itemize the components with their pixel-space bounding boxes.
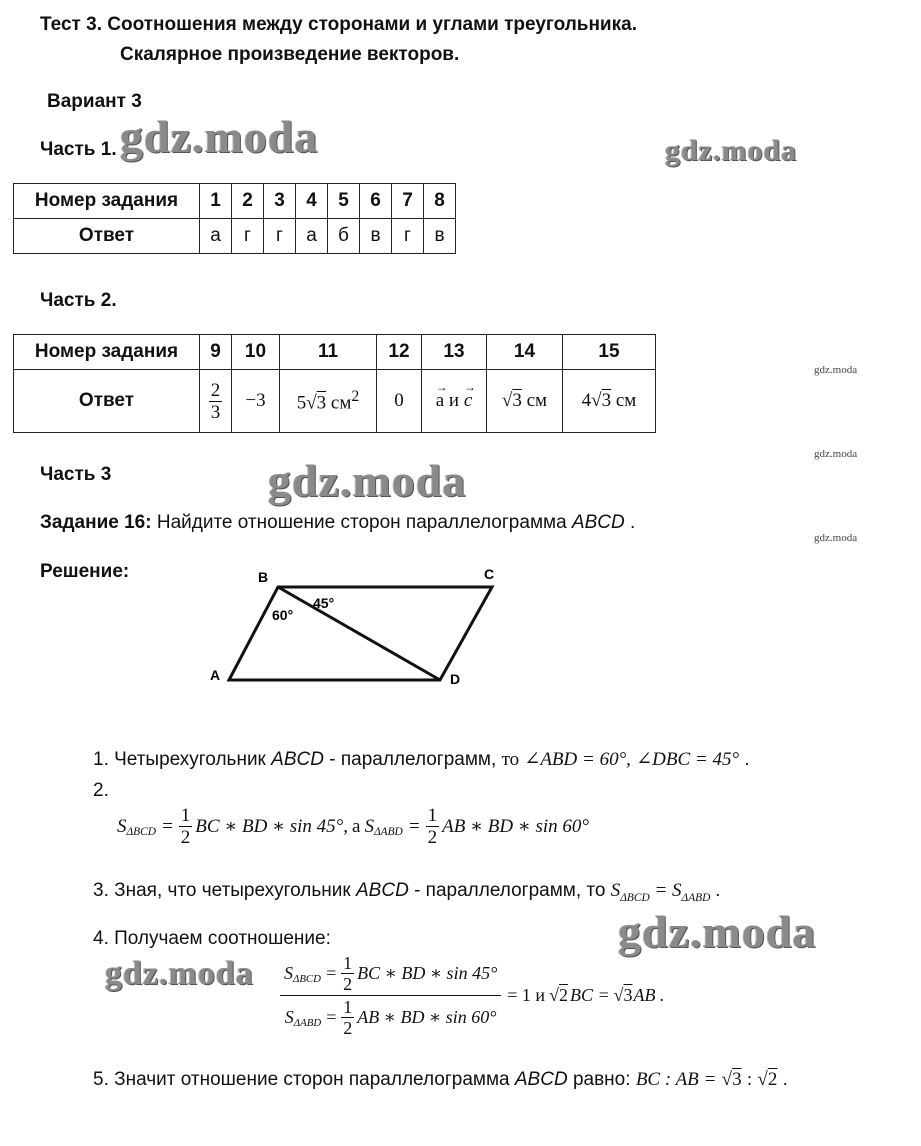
table-row [14, 370, 656, 433]
fraction-half [341, 954, 354, 993]
equals: = [325, 1007, 338, 1027]
area-subscript: ΔBCD [293, 972, 321, 985]
task-object: ABCD [571, 512, 625, 533]
solution-step-2-formula [117, 806, 589, 847]
angle-label-45: 45° [313, 595, 335, 611]
task16-statement [40, 512, 635, 534]
vertex-label-b: B [258, 569, 269, 585]
area-symbol: S [364, 815, 374, 837]
ratio-formula [280, 954, 664, 1037]
step-text-mid: - параллелограмм, [329, 749, 497, 770]
coefficient: 5 [296, 392, 307, 414]
answer-cell: а [200, 219, 232, 254]
expression-bcd: BC ∗ BD ∗ sin 45°, [195, 816, 349, 837]
ratio-colon: : [746, 1069, 753, 1090]
denominator: 2 [343, 974, 353, 994]
task-number: 11 [280, 335, 377, 370]
answer-cell: г [392, 219, 424, 254]
answer-header: Ответ [14, 219, 200, 254]
watermark-logo: gdz.moda [665, 134, 798, 167]
radicand: 2 [558, 985, 568, 1005]
radicand: 3 [732, 1069, 742, 1090]
task-number: 10 [232, 335, 280, 370]
task-text: Найдите отношение сторон параллелограмма [156, 512, 567, 533]
denominator: 2 [427, 827, 438, 848]
numerator: 1 [343, 997, 353, 1017]
area-symbol: S [284, 1007, 294, 1027]
step-end: . [782, 1069, 788, 1090]
angle-dbc-equation: ∠DBC = 45° [636, 749, 740, 770]
equals: = [160, 815, 174, 837]
big-fraction [280, 954, 501, 1037]
unit: см [526, 390, 548, 411]
area-subscript: ΔABD [293, 1016, 322, 1029]
sqrt-sign: √ [306, 392, 317, 414]
task-number: 6 [360, 184, 392, 219]
angle-label-60: 60° [272, 607, 294, 623]
task-end: . [630, 512, 636, 533]
part2-table [13, 334, 656, 433]
part3-label: Часть 3 [40, 464, 112, 485]
area-equality [610, 880, 715, 904]
variant-label: Вариант 3 [47, 91, 142, 112]
answer-cell: г [264, 219, 296, 254]
answer-cell: в [360, 219, 392, 254]
vector-c-letter: c [463, 390, 473, 411]
task-number: 3 [264, 184, 296, 219]
step-text: 5. Значит отношение сторон параллелограмма [93, 1069, 510, 1090]
answer-cell: г [232, 219, 264, 254]
big-denominator [281, 996, 501, 1037]
task-number: 13 [422, 335, 487, 370]
radicand: 2 [767, 1069, 778, 1090]
answer-cell [563, 370, 656, 433]
conjunction: и [448, 390, 460, 411]
answer-cell [280, 370, 377, 433]
task-number: 4 [296, 184, 328, 219]
step-object: ABCD [514, 1069, 568, 1090]
task-number: 1 [200, 184, 232, 219]
numerator: 1 [180, 805, 191, 826]
answer-cell [487, 370, 563, 433]
equals: = [324, 963, 338, 983]
numerator: 2 [210, 379, 221, 401]
solution-step-1 [93, 748, 750, 771]
solution-label: Решение: [40, 561, 130, 582]
table-row [14, 219, 456, 254]
solution-step-4: 4. Получаем соотношение: [93, 928, 331, 949]
radicand: 3 [601, 390, 612, 411]
task-number: 5 [328, 184, 360, 219]
vector-a-letter: a [435, 390, 445, 411]
task-number: 15 [563, 335, 656, 370]
task-number: 14 [487, 335, 563, 370]
area-symbol: S [672, 880, 682, 901]
fraction [209, 381, 223, 422]
bc-equals: BC = [569, 985, 610, 1005]
sqrt-sign: √ [501, 390, 513, 411]
step-text: 3. Зная, что четырехугольник [93, 880, 351, 901]
row-header: Номер задания [14, 184, 200, 219]
ab-term: AB [633, 985, 656, 1005]
ratio-result: = 1 и [507, 985, 546, 1005]
row-header: Номер задания [14, 335, 200, 370]
watermark-logo: gdz.moda [120, 111, 319, 162]
sqrt-sign: √ [591, 390, 602, 411]
sqrt-sign: √ [613, 985, 624, 1005]
vector-arrow-icon: → [463, 380, 476, 394]
step-end: . [744, 749, 750, 770]
step-text-mid: - параллелограмм, то [414, 880, 606, 901]
fraction-half [341, 998, 354, 1037]
watermark-logo: gdz.moda [618, 906, 817, 957]
fraction-half [179, 806, 193, 847]
task-number: 8 [424, 184, 456, 219]
part1-label: Часть 1. [40, 139, 117, 160]
vertex-label-c: C [484, 566, 495, 582]
solution-step-5 [93, 1069, 788, 1091]
part2-label: Часть 2. [40, 290, 117, 311]
expression-abd: AB ∗ BD ∗ sin 60° [357, 1007, 497, 1027]
step-text: 1. Четырехугольник [93, 749, 266, 770]
fraction-half [426, 806, 440, 847]
step-end: . [715, 880, 721, 901]
unit: см [330, 392, 352, 414]
watermark-small: gdz.moda [814, 448, 858, 460]
ratio-expression: BC : AB = [635, 1069, 717, 1090]
parallelogram-figure [200, 562, 510, 692]
equals: = [654, 880, 668, 901]
exponent: 2 [351, 387, 360, 405]
conjunction: а [352, 815, 361, 837]
area-subscript: ΔABD [681, 891, 711, 904]
expression-bcd: BC ∗ BD ∗ sin 45° [357, 963, 498, 983]
area-subscript: ΔABD [373, 825, 403, 838]
area-symbol: S [284, 963, 293, 983]
answer-cell: а [296, 219, 328, 254]
test-title-line1: Тест 3. Соотношения между сторонами и углами треугольника. [40, 14, 637, 35]
coefficient: 4 [581, 390, 592, 411]
part1-table [13, 183, 456, 254]
unit: см [615, 390, 637, 411]
big-numerator [280, 954, 501, 996]
vertex-label-d: D [450, 671, 461, 687]
test-title-line2: Скалярное произведение векторов. [120, 44, 460, 65]
denominator: 2 [343, 1018, 353, 1038]
step-object: ABCD [271, 749, 324, 770]
vector-a [435, 380, 448, 411]
step-conj: то [501, 749, 520, 770]
task-number: 12 [377, 335, 422, 370]
table-row [14, 335, 656, 370]
watermark-logo: gdz.moda [105, 955, 254, 992]
area-subscript: ΔBCD [620, 891, 650, 904]
sqrt-sign: √ [549, 985, 559, 1005]
radicand: 3 [512, 390, 522, 411]
denominator: 3 [210, 401, 221, 423]
answer-cell: б [328, 219, 360, 254]
table-row [14, 184, 456, 219]
task-label: Задание 16: [40, 512, 152, 533]
vertex-label-a: A [210, 667, 221, 683]
watermark-small: gdz.moda [814, 532, 858, 544]
angle-abd-equation: ∠ABD = 60°, [524, 749, 631, 770]
equals: = [407, 815, 421, 837]
watermark-logo: gdz.moda [268, 455, 467, 506]
radicand: 3 [623, 985, 633, 1005]
area-symbol: S [117, 815, 127, 837]
radicand: 3 [316, 392, 327, 414]
solution-step-2-number: 2. [93, 780, 109, 801]
vector-arrow-icon: → [435, 380, 448, 394]
diagonal-bd [278, 587, 440, 680]
watermark-small: gdz.moda [814, 364, 858, 376]
answer-header: Ответ [14, 370, 200, 433]
answer-cell [422, 370, 487, 433]
sqrt-sign: √ [757, 1069, 768, 1090]
numerator: 1 [427, 805, 438, 826]
area-symbol: S [610, 880, 621, 901]
sqrt-sign: √ [721, 1069, 733, 1090]
numerator: 1 [343, 953, 353, 973]
denominator: 2 [180, 827, 191, 848]
step-end: . [659, 985, 664, 1005]
vector-c [463, 380, 476, 411]
answer-cell: 0 [377, 370, 422, 433]
answer-cell [200, 370, 232, 433]
answer-cell: в [424, 219, 456, 254]
task-number: 7 [392, 184, 424, 219]
solution-step-3 [93, 880, 720, 904]
task-number: 2 [232, 184, 264, 219]
step-text-mid: равно: [572, 1069, 631, 1090]
answer-cell: −3 [232, 370, 280, 433]
area-subscript: ΔBCD [126, 825, 156, 838]
task-number: 9 [200, 335, 232, 370]
expression-abd: AB ∗ BD ∗ sin 60° [442, 816, 589, 837]
step-object: ABCD [356, 880, 409, 901]
